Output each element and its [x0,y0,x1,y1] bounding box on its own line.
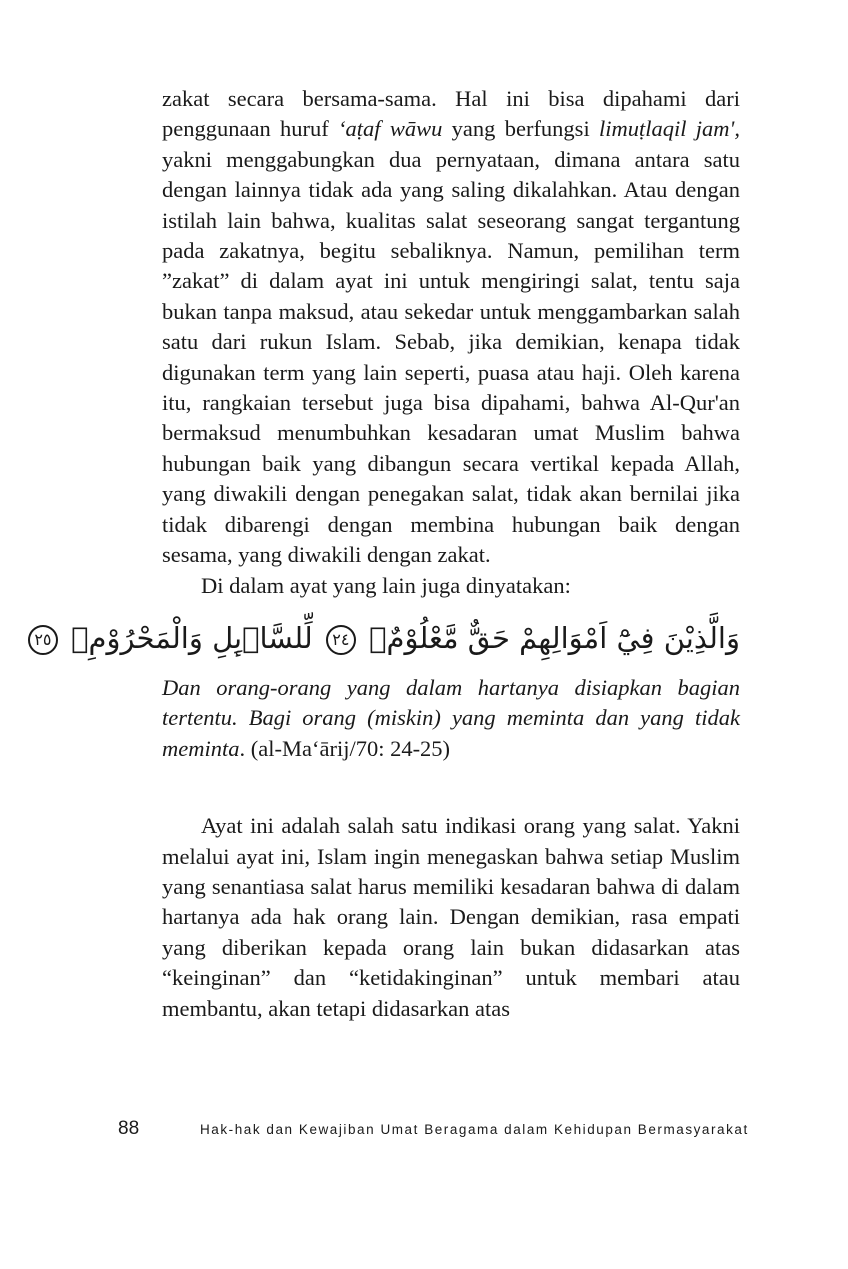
page-number: 88 [118,1118,140,1139]
paragraph-1 [162,84,740,571]
running-title: Hak-hak dan Kewajiban Umat Beragama dalam Kehidupan Bermasyarakat [200,1122,749,1137]
paragraph-text: yakni menggabungkan dua pernyataan, dimana antara satu dengan lainnya tidak ada yang saling dikalahkan. Atau dengan istilah lain bahwa, kualitas salat seseorang sangat tergantung pada zakatnya, begitu sebaliknya. Namun, pemilihan term ”zakat” di dalam ayat ini untuk mengiringi salat, tentu saja bukan tanpa maksud, atau sekedar untuk menggambarkan salah satu dari rukun Islam. Sebab, jika demikian, kenapa tidak digunakan term yang lain seperti, puasa atau haji. Oleh karena itu, rangkaian tersebut juga bisa dipahami, bahwa Al-Qur'an bermaksud menumbuhkan kesadaran umat Muslim bahwa hubungan baik yang dibangun secara vertikal kepada Allah, yang diwakili dengan penegakan salat, tidak akan bernilai jika tidak dibarengi dengan membina hubungan baik dengan sesama, yang diwakili dengan zakat. [162,146,740,568]
verse-translation [162,673,740,764]
page-body [34,84,740,1024]
ayah-number: ٢٤ [326,625,356,655]
paragraph-2: Di dalam ayat yang lain juga dinyatakan: [201,572,571,598]
arabic-verse-part: وَالَّذِيْنَ فِيْٓ اَمْوَالِهِمْ حَقٌّ مَّعْلُوْمٌۖ [369,620,740,655]
italic-term: ‘aṭaf wāwu [338,116,443,142]
paragraph-text: yang berfungsi [442,116,599,142]
ayah-number: ٢٥ [28,625,58,655]
arabic-verse-part: لِّلسَّاۤىِٕلِ وَالْمَحْرُوْمِۖ [71,620,313,655]
translation-text: Dan orang-orang yang dalam hartanya disiapkan bagian tertentu. Bagi orang (miskin) yang meminta dan yang tidak meminta [162,674,740,761]
paragraph-3: Ayat ini adalah salah satu indikasi orang yang salat. Yakni melalui ayat ini, Islam ingin menegaskan bahwa setiap Muslim yang senantiasa salat harus memiliki kesadaran bahwa di dalam hartanya ada hak orang lain. Dengan demikian, rasa empati yang diberikan kepada orang lain bukan didasarkan atas “keinginan” dan “ketidakinginan” untuk membari atau membantu, akan tetapi didasarkan atas [162,813,740,1021]
italic-term: limuṭlaqil jam', [599,116,740,142]
paragraph-text: zakat secara bersama-sama. Hal ini bisa dipahami dari penggunaan huruf [162,86,740,142]
quran-verse [34,613,740,663]
verse-reference: . (al-Ma‘ārij/70: 24-25) [239,735,451,761]
